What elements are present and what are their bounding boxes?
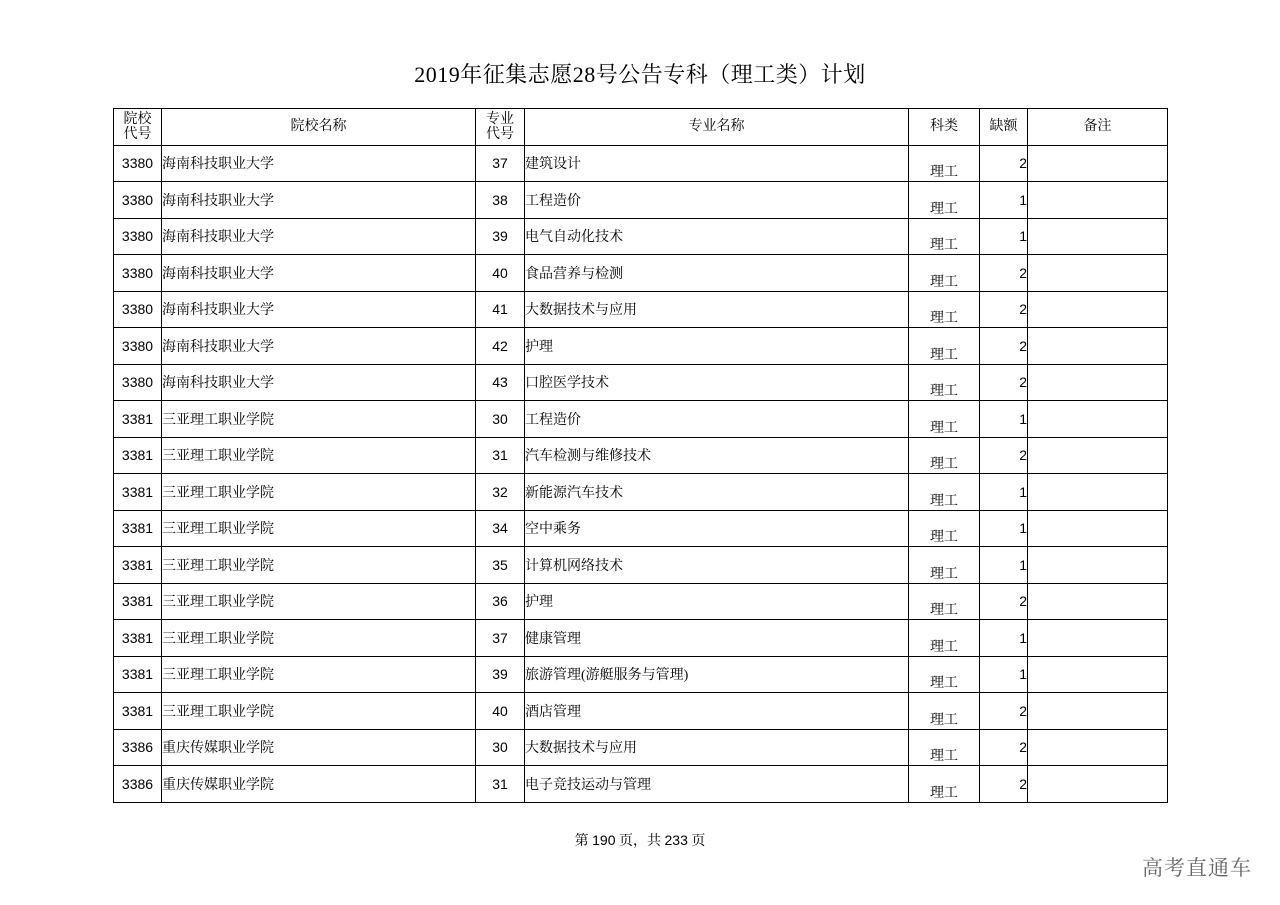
- cell-note: [1028, 583, 1168, 620]
- cell-school-name: 三亚理工职业学院: [162, 656, 476, 693]
- cell-quota: 2: [980, 255, 1028, 292]
- footer-suffix: 页: [691, 834, 706, 849]
- cell-school-code: 3380: [114, 145, 162, 182]
- cell-quota: 2: [980, 291, 1028, 328]
- table-row: [114, 547, 1168, 584]
- cell-note: [1028, 766, 1168, 803]
- cell-major-code: 38: [476, 182, 525, 219]
- cell-note: [1028, 693, 1168, 730]
- cell-school-code: 3381: [114, 547, 162, 584]
- cell-category: 理工: [909, 437, 980, 474]
- cell-school-name: 三亚理工职业学院: [162, 401, 476, 438]
- cell-major-name: 电子竞技运动与管理: [525, 766, 909, 803]
- cell-major-name: 酒店管理: [525, 693, 909, 730]
- table-row: [114, 145, 1168, 182]
- table-row: [114, 291, 1168, 328]
- cell-note: [1028, 510, 1168, 547]
- cell-major-name: 口腔医学技术: [525, 364, 909, 401]
- cell-major-name: 护理: [525, 583, 909, 620]
- cell-quota: 2: [980, 364, 1028, 401]
- cell-major-code: 42: [476, 328, 525, 365]
- cell-quota: 2: [980, 437, 1028, 474]
- cell-category: 理工: [909, 182, 980, 219]
- cell-quota: 2: [980, 766, 1028, 803]
- cell-note: [1028, 401, 1168, 438]
- watermark: 高考直通车: [1142, 856, 1252, 880]
- cell-major-name: 护理: [525, 328, 909, 365]
- cell-category: 理工: [909, 145, 980, 182]
- footer-page-number: 190: [592, 832, 616, 848]
- cell-quota: 1: [980, 547, 1028, 584]
- cell-major-code: 35: [476, 547, 525, 584]
- cell-major-name: 建筑设计: [525, 145, 909, 182]
- cell-major-code: 37: [476, 620, 525, 657]
- cell-note: [1028, 328, 1168, 365]
- cell-note: [1028, 620, 1168, 657]
- cell-note: [1028, 656, 1168, 693]
- cell-note: [1028, 437, 1168, 474]
- plan-table: [113, 108, 1168, 803]
- cell-school-code: 3386: [114, 729, 162, 766]
- cell-school-code: 3380: [114, 291, 162, 328]
- cell-note: [1028, 291, 1168, 328]
- table-row: [114, 474, 1168, 511]
- cell-school-name: 三亚理工职业学院: [162, 510, 476, 547]
- cell-note: [1028, 547, 1168, 584]
- cell-major-code: 40: [476, 255, 525, 292]
- cell-major-name: 计算机网络技术: [525, 547, 909, 584]
- table-row: [114, 364, 1168, 401]
- cell-school-name: 海南科技职业大学: [162, 218, 476, 255]
- cell-category: 理工: [909, 218, 980, 255]
- table-row: [114, 693, 1168, 730]
- cell-quota: 1: [980, 182, 1028, 219]
- cell-major-name: 健康管理: [525, 620, 909, 657]
- cell-school-code: 3381: [114, 437, 162, 474]
- cell-major-code: 39: [476, 656, 525, 693]
- cell-school-name: 三亚理工职业学院: [162, 474, 476, 511]
- cell-major-name: 旅游管理(游艇服务与管理): [525, 656, 909, 693]
- cell-major-name: 新能源汽车技术: [525, 474, 909, 511]
- table-row: [114, 437, 1168, 474]
- header-major-name: 专业名称: [525, 109, 909, 146]
- table-row: [114, 218, 1168, 255]
- cell-school-name: 海南科技职业大学: [162, 255, 476, 292]
- cell-quota: 2: [980, 145, 1028, 182]
- cell-school-name: 海南科技职业大学: [162, 291, 476, 328]
- header-school-code: 院校 代号: [114, 109, 162, 146]
- cell-category: 理工: [909, 401, 980, 438]
- cell-school-name: 海南科技职业大学: [162, 364, 476, 401]
- page-footer: [0, 830, 1280, 850]
- header-quota: 缺额: [980, 109, 1028, 146]
- cell-school-code: 3381: [114, 583, 162, 620]
- table-row: [114, 583, 1168, 620]
- cell-school-name: 三亚理工职业学院: [162, 547, 476, 584]
- cell-major-code: 31: [476, 766, 525, 803]
- table-header-row: [114, 109, 1168, 146]
- cell-school-name: 三亚理工职业学院: [162, 693, 476, 730]
- cell-quota: 1: [980, 474, 1028, 511]
- cell-school-name: 重庆传媒职业学院: [162, 766, 476, 803]
- cell-category: 理工: [909, 255, 980, 292]
- cell-category: 理工: [909, 328, 980, 365]
- cell-school-code: 3380: [114, 182, 162, 219]
- cell-category: 理工: [909, 510, 980, 547]
- cell-school-code: 3381: [114, 474, 162, 511]
- cell-major-code: 39: [476, 218, 525, 255]
- cell-major-code: 34: [476, 510, 525, 547]
- cell-quota: 2: [980, 693, 1028, 730]
- cell-major-name: 大数据技术与应用: [525, 729, 909, 766]
- cell-major-name: 大数据技术与应用: [525, 291, 909, 328]
- cell-major-code: 32: [476, 474, 525, 511]
- cell-note: [1028, 474, 1168, 511]
- cell-quota: 1: [980, 656, 1028, 693]
- cell-school-name: 三亚理工职业学院: [162, 583, 476, 620]
- cell-school-code: 3381: [114, 620, 162, 657]
- cell-school-code: 3380: [114, 218, 162, 255]
- page-title: 2019年征集志愿28号公告专科（理工类）计划: [414, 62, 866, 87]
- table-row: [114, 729, 1168, 766]
- cell-school-code: 3386: [114, 766, 162, 803]
- cell-major-name: 汽车检测与维修技术: [525, 437, 909, 474]
- cell-quota: 2: [980, 729, 1028, 766]
- table-row: [114, 620, 1168, 657]
- cell-note: [1028, 145, 1168, 182]
- cell-major-code: 30: [476, 729, 525, 766]
- table-row: [114, 401, 1168, 438]
- cell-quota: 1: [980, 620, 1028, 657]
- cell-note: [1028, 364, 1168, 401]
- table-row: [114, 510, 1168, 547]
- cell-category: 理工: [909, 729, 980, 766]
- cell-major-code: 36: [476, 583, 525, 620]
- cell-major-name: 电气自动化技术: [525, 218, 909, 255]
- cell-major-code: 41: [476, 291, 525, 328]
- cell-major-code: 43: [476, 364, 525, 401]
- cell-school-code: 3380: [114, 364, 162, 401]
- cell-category: 理工: [909, 291, 980, 328]
- cell-major-code: 40: [476, 693, 525, 730]
- cell-major-name: 食品营养与检测: [525, 255, 909, 292]
- cell-category: 理工: [909, 693, 980, 730]
- cell-major-code: 30: [476, 401, 525, 438]
- cell-quota: 1: [980, 510, 1028, 547]
- cell-category: 理工: [909, 766, 980, 803]
- cell-category: 理工: [909, 620, 980, 657]
- cell-quota: 1: [980, 401, 1028, 438]
- cell-note: [1028, 218, 1168, 255]
- table-row: [114, 766, 1168, 803]
- cell-category: 理工: [909, 656, 980, 693]
- cell-school-code: 3381: [114, 656, 162, 693]
- cell-school-name: 三亚理工职业学院: [162, 437, 476, 474]
- table-row: [114, 328, 1168, 365]
- footer-total-pages: 233: [664, 832, 688, 848]
- cell-note: [1028, 182, 1168, 219]
- cell-school-name: 海南科技职业大学: [162, 328, 476, 365]
- cell-quota: 1: [980, 218, 1028, 255]
- cell-category: 理工: [909, 547, 980, 584]
- cell-quota: 2: [980, 583, 1028, 620]
- header-note: 备注: [1028, 109, 1168, 146]
- cell-major-name: 工程造价: [525, 401, 909, 438]
- cell-school-code: 3380: [114, 255, 162, 292]
- cell-major-code: 37: [476, 145, 525, 182]
- cell-category: 理工: [909, 474, 980, 511]
- footer-prefix: 第: [574, 834, 589, 849]
- cell-major-name: 空中乘务: [525, 510, 909, 547]
- cell-school-name: 海南科技职业大学: [162, 182, 476, 219]
- cell-quota: 2: [980, 328, 1028, 365]
- cell-school-code: 3381: [114, 510, 162, 547]
- cell-school-name: 三亚理工职业学院: [162, 620, 476, 657]
- cell-school-name: 海南科技职业大学: [162, 145, 476, 182]
- header-school-name: 院校名称: [162, 109, 476, 146]
- table-row: [114, 255, 1168, 292]
- footer-middle: 页，共: [619, 834, 661, 849]
- header-major-code: 专业 代号: [476, 109, 525, 146]
- cell-note: [1028, 255, 1168, 292]
- cell-category: 理工: [909, 583, 980, 620]
- cell-school-code: 3381: [114, 401, 162, 438]
- table-row: [114, 656, 1168, 693]
- header-category: 科类: [909, 109, 980, 146]
- cell-category: 理工: [909, 364, 980, 401]
- cell-major-name: 工程造价: [525, 182, 909, 219]
- cell-school-name: 重庆传媒职业学院: [162, 729, 476, 766]
- cell-note: [1028, 729, 1168, 766]
- table-row: [114, 182, 1168, 219]
- cell-major-code: 31: [476, 437, 525, 474]
- cell-school-code: 3381: [114, 693, 162, 730]
- cell-school-code: 3380: [114, 328, 162, 365]
